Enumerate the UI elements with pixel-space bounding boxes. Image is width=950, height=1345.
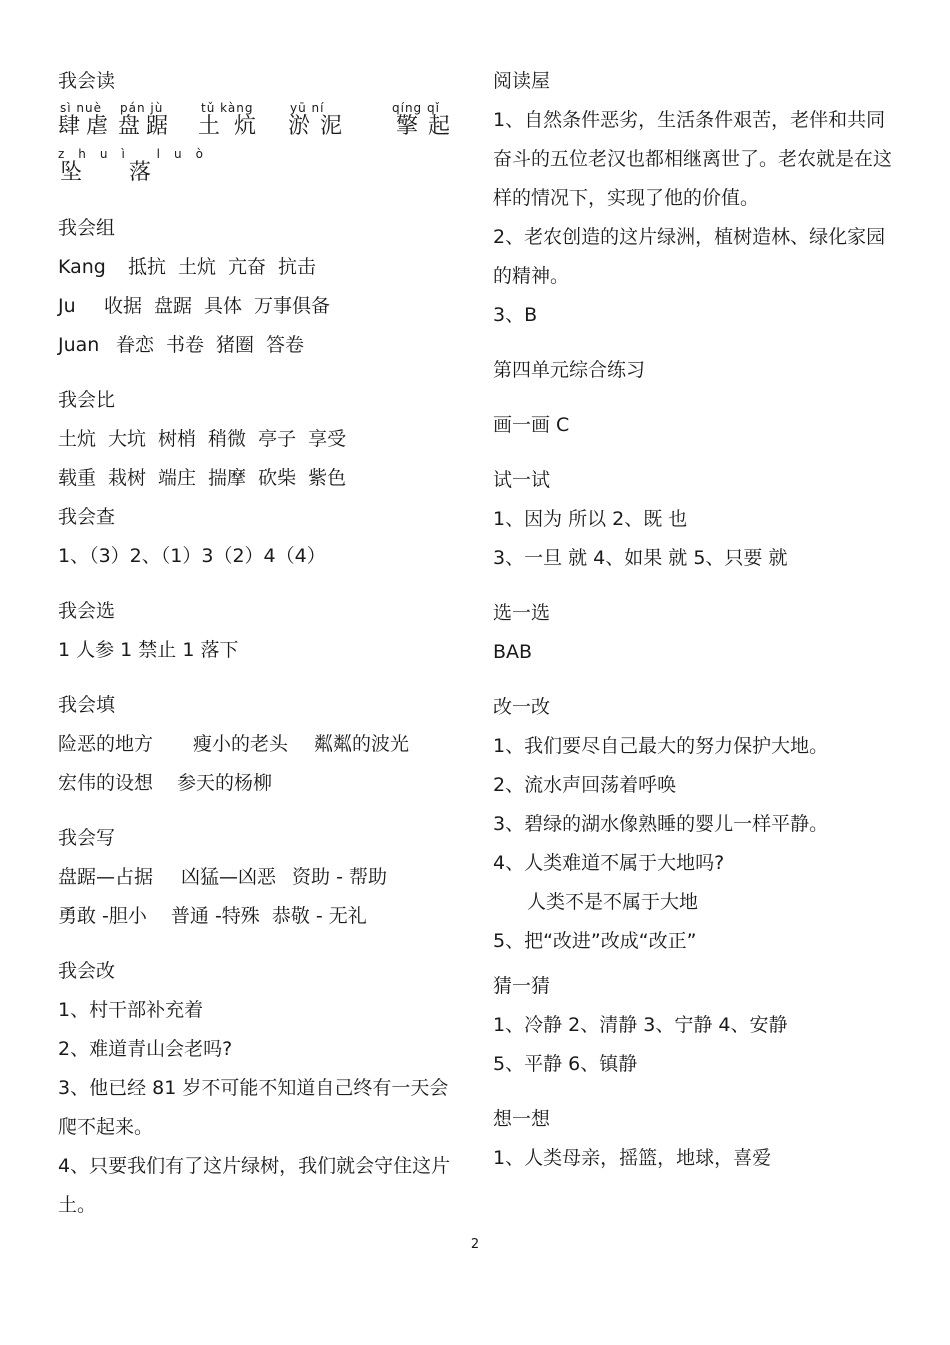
hanzi: 盘踞	[118, 114, 175, 139]
word: 栽树	[108, 467, 147, 489]
section-title-change: 改一改	[493, 696, 551, 718]
pinyin: tǔ kàng	[201, 101, 254, 115]
section-title-fill: 我会填	[58, 694, 116, 716]
change-answer: 3、碧绿的湖水像熟睡的婴儿一样平静。	[493, 813, 829, 835]
write-row	[58, 858, 453, 897]
check-answer: 1、（3）2、（1）3（2）4（4）	[58, 545, 326, 567]
hanzi: 土炕	[198, 114, 271, 139]
word: 抵抗	[128, 256, 167, 278]
change-answer: 5、把“改进”改成“改正”	[493, 930, 697, 952]
guess-answer: 1、冷静 2、清静 3、宁静 4、安静	[493, 1014, 788, 1036]
pinyin: yū ní	[290, 101, 325, 115]
group-row	[58, 287, 453, 326]
section-title-revise: 我会改	[58, 960, 116, 982]
fill-row	[58, 725, 453, 764]
word: 享受	[308, 428, 347, 450]
group-row	[58, 326, 453, 365]
word: 眷恋	[116, 334, 155, 356]
compare-row	[58, 420, 453, 459]
word: 具体	[204, 295, 243, 317]
phrase: 恭敬 - 无礼	[271, 905, 367, 927]
revise-item: 2、难道青山会老吗?	[58, 1038, 233, 1060]
section-title-choose: 我会选	[58, 600, 116, 622]
revise-item: 3、他已经 81 岁不可能不知道自己终有一天会爬不起来。	[58, 1077, 449, 1138]
section-title-read: 我会读	[58, 70, 116, 92]
section-title-group: 我会组	[58, 217, 116, 239]
section-title-try: 试一试	[493, 469, 551, 491]
word: 猪圈	[216, 334, 255, 356]
word: 收据	[104, 295, 143, 317]
word: 树梢	[158, 428, 197, 450]
word: 载重	[58, 467, 97, 489]
section-title-check: 我会查	[58, 506, 116, 528]
phrase: 参天的杨柳	[177, 772, 273, 794]
phrase: 宏伟的设想	[58, 772, 154, 794]
change-answer: 2、流水声回荡着呼唤	[493, 774, 677, 796]
choose-answer: 1 人参 1 禁止 1 落下	[58, 639, 239, 661]
change-answer: 4、人类难道不属于大地吗?	[493, 852, 725, 874]
word: 万事俱备	[254, 295, 331, 317]
pinyin: zhuì luò	[58, 147, 217, 161]
try-answer: 1、因为 所以 2、既 也	[493, 508, 688, 530]
word: 紫色	[308, 467, 347, 489]
phrase: 险恶的地方	[58, 733, 154, 755]
phrase: 资助 - 帮助	[292, 866, 387, 888]
word: 盘踞	[154, 295, 193, 317]
fill-row	[58, 764, 453, 803]
pinyin: qíng qǐ	[392, 101, 440, 115]
word: 抗击	[278, 256, 317, 278]
hanzi: 擎起	[396, 114, 461, 139]
section-title-compare: 我会比	[58, 389, 116, 411]
word: 揣摩	[208, 467, 247, 489]
select-answer: BAB	[493, 641, 533, 663]
reading-answer: 3、B	[493, 304, 538, 326]
section-title-select: 选一选	[493, 602, 551, 624]
pinyin: sì nuè	[60, 101, 102, 115]
word: 答卷	[266, 334, 305, 356]
pinyin-label: Juan	[58, 334, 100, 356]
pinyin-label: Kang	[58, 256, 106, 278]
word: 砍柴	[258, 467, 297, 489]
phrase: 瘦小的老头	[193, 733, 289, 755]
phrase: 普通 -特殊	[170, 905, 260, 927]
word: 端庄	[158, 467, 197, 489]
section-title-reading: 阅读屋	[493, 70, 551, 92]
section-title-guess: 猜一猜	[493, 975, 551, 997]
word: 土炕	[178, 256, 217, 278]
left-column	[58, 62, 461, 1225]
section-title-think: 想一想	[493, 1108, 551, 1130]
think-answer: 1、人类母亲，摇篮，地球，喜爱	[493, 1147, 772, 1169]
word: 亭子	[258, 428, 297, 450]
reading-answer: 2、老农创造的这片绿洲，植树造林、绿化家园的精神。	[493, 226, 886, 287]
phrase: 粼粼的波光	[314, 733, 410, 755]
pinyin-label: Ju	[58, 295, 76, 317]
group-row	[58, 248, 453, 287]
hanzi: 淤泥	[288, 114, 353, 139]
word: 书卷	[166, 334, 205, 356]
unit-title: 第四单元综合练习	[493, 359, 646, 381]
word: 土炕	[58, 428, 97, 450]
pinyin: pán jù	[120, 101, 164, 115]
guess-answer: 5、平静 6、镇静	[493, 1053, 638, 1075]
change-answer: 1、我们要尽自己最大的努力保护大地。	[493, 735, 829, 757]
reading-answer: 1、自然条件恶劣，生活条件艰苦，老伴和共同奋斗的五位老汉也都相继离世了。老农就是在这样的情况下，实现了他的价值。	[493, 109, 893, 209]
write-row	[58, 897, 453, 936]
word: 稍微	[208, 428, 247, 450]
pinyin-row-2	[58, 147, 453, 193]
word: 亢奋	[228, 256, 267, 278]
hanzi: 肆虐	[58, 114, 115, 139]
revise-item: 1、村干部补充着	[58, 999, 204, 1021]
phrase: 盘踞—占据	[58, 866, 154, 888]
section-title-write: 我会写	[58, 827, 116, 849]
right-column	[493, 62, 893, 1178]
word: 大坑	[108, 428, 147, 450]
phrase: 勇敢 -胆小	[58, 905, 147, 927]
hanzi: 坠 落	[60, 160, 171, 185]
draw-answer: 画一画 C	[493, 414, 570, 436]
pinyin-row-1	[58, 101, 461, 147]
try-answer: 3、一旦 就 4、如果 就 5、只要 就	[493, 547, 788, 569]
change-answer: 人类不是不属于大地	[527, 891, 699, 913]
compare-row	[58, 459, 453, 498]
revise-item: 4、只要我们有了这片绿树，我们就会守住这片土。	[58, 1155, 451, 1216]
page-number: 2	[470, 1237, 480, 1252]
phrase: 凶猛—凶恶	[181, 866, 277, 888]
